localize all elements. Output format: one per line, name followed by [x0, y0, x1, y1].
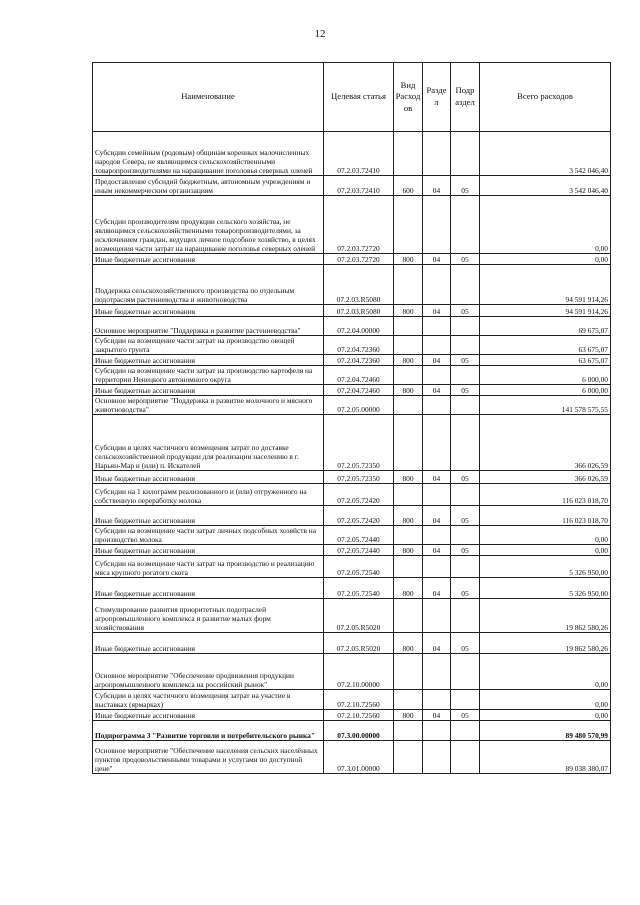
cell-vid: [394, 415, 423, 471]
cell-code: 07.2.10.72560: [324, 690, 394, 710]
cell-podr: [451, 196, 480, 254]
table-row: [93, 317, 611, 336]
cell-vid: [394, 690, 423, 710]
cell-podr: [451, 317, 480, 336]
cell-vid: [394, 336, 423, 355]
cell-razd: 04: [423, 355, 451, 366]
cell-code: 07.2.03.72410: [324, 132, 394, 176]
cell-total: 141 578 575,55: [480, 396, 611, 415]
cell-code: 07.2.04.72360: [324, 336, 394, 355]
cell-total: 5 326 950,00: [480, 556, 611, 578]
cell-name: Субсидии на возмещение части затрат на производство овощей закрытого грунта: [93, 336, 324, 355]
table-row: [93, 741, 611, 774]
cell-podr: [451, 265, 480, 305]
cell-code: 07.2.04.72360: [324, 355, 394, 366]
cell-name: Иные бюджетные ассигнования: [93, 506, 324, 526]
cell-code: 07.2.05.72440: [324, 526, 394, 545]
cell-name: Субсидии на 1 килограмм реализованного и (или) отгруженного на собственную переработку молока: [93, 484, 324, 506]
cell-razd: [423, 526, 451, 545]
cell-vid: [394, 317, 423, 336]
cell-total: 116 023 018,70: [480, 484, 611, 506]
cell-total: 0,00: [480, 654, 611, 690]
cell-razd: [423, 721, 451, 741]
header-podr: Подр аздел: [451, 63, 480, 132]
table-row: [93, 265, 611, 305]
cell-razd: 04: [423, 305, 451, 317]
cell-code: 07.2.05.72420: [324, 484, 394, 506]
cell-razd: [423, 196, 451, 254]
cell-razd: 04: [423, 633, 451, 654]
cell-name: Субсидии в целях частичного возмещения затрат на участие в выставках (ярмарках): [93, 690, 324, 710]
cell-total: 0,00: [480, 196, 611, 254]
cell-razd: [423, 654, 451, 690]
cell-vid: [394, 484, 423, 506]
table-row: [93, 654, 611, 690]
cell-podr: 05: [451, 545, 480, 556]
cell-total: 19 862 580,26: [480, 633, 611, 654]
cell-total: 0,00: [480, 254, 611, 265]
cell-total: 0,00: [480, 690, 611, 710]
table-row: [93, 578, 611, 599]
header-total: Всего расходов: [480, 63, 611, 132]
cell-total: 5 326 950,00: [480, 578, 611, 599]
cell-code: 07.2.04.72460: [324, 385, 394, 396]
cell-podr: 05: [451, 355, 480, 366]
cell-total: 94 591 914,26: [480, 305, 611, 317]
cell-total: 3 542 046,40: [480, 176, 611, 196]
cell-total: 116 023 018,70: [480, 506, 611, 526]
cell-code: 07.2.03.R5080: [324, 305, 394, 317]
cell-name: Иные бюджетные ассигнования: [93, 355, 324, 366]
cell-vid: [394, 196, 423, 254]
cell-podr: 05: [451, 305, 480, 317]
table-row: [93, 599, 611, 633]
cell-razd: [423, 336, 451, 355]
cell-podr: [451, 366, 480, 385]
cell-razd: 04: [423, 506, 451, 526]
header-razd: Разде л: [423, 63, 451, 132]
table-row: [93, 545, 611, 556]
cell-podr: [451, 599, 480, 633]
cell-name: Поддержка сельскохозяйственного производства по отдельным подотраслям растениеводства и животноводства: [93, 265, 324, 305]
table-row: [93, 396, 611, 415]
cell-vid: [394, 526, 423, 545]
cell-name: Иные бюджетные ассигнования: [93, 578, 324, 599]
cell-name: Основное мероприятие "Поддержка и развитие растениеводства": [93, 317, 324, 336]
cell-code: 07.2.10.72560: [324, 710, 394, 721]
cell-total: 0,00: [480, 526, 611, 545]
cell-podr: [451, 526, 480, 545]
cell-vid: 800: [394, 633, 423, 654]
cell-total: 366 026,59: [480, 471, 611, 484]
cell-razd: 04: [423, 176, 451, 196]
table-row: [93, 471, 611, 484]
cell-name: Иные бюджетные ассигнования: [93, 710, 324, 721]
cell-name: Подпрограмма 3 "Развитие торговли и потребительского рынка": [93, 721, 324, 741]
cell-total: 94 591 914,26: [480, 265, 611, 305]
cell-total: 63 675,07: [480, 336, 611, 355]
cell-name: Субсидии на возмещение части затрат на производство и реализацию мяса крупного рогатого скота: [93, 556, 324, 578]
cell-total: 6 000,00: [480, 366, 611, 385]
cell-razd: 04: [423, 385, 451, 396]
cell-vid: [394, 741, 423, 774]
cell-code: 07.2.05.R5020: [324, 599, 394, 633]
cell-total: 0,00: [480, 710, 611, 721]
cell-razd: 04: [423, 545, 451, 556]
table-row: [93, 484, 611, 506]
cell-vid: [394, 556, 423, 578]
table-row: [93, 556, 611, 578]
cell-total: 63 675,07: [480, 355, 611, 366]
cell-vid: 800: [394, 355, 423, 366]
cell-name: Основное мероприятие "Обеспечение населения сельских населённых пунктов продовольственными товарами и услугами по доступной цене": [93, 741, 324, 774]
cell-code: 07.2.05.72420: [324, 506, 394, 526]
cell-name: Субсидии производителям продукции сельского хозяйства, не являющимся сельскохозяйственными товаропроизводителями, за исключением граждан, ведущих личное подсобное хозяйство, в целях возмещения части затрат на наращивание поголовья северных оленей: [93, 196, 324, 254]
table-row: [93, 196, 611, 254]
budget-table: [92, 62, 611, 774]
table-row: [93, 690, 611, 710]
cell-podr: [451, 396, 480, 415]
cell-razd: [423, 366, 451, 385]
cell-code: 07.2.10.00000: [324, 654, 394, 690]
cell-code: 07.2.05.72540: [324, 556, 394, 578]
cell-total: 19 862 580,26: [480, 599, 611, 633]
cell-vid: [394, 654, 423, 690]
table-row: [93, 710, 611, 721]
cell-code: 07.2.05.72440: [324, 545, 394, 556]
cell-total: 366 026,59: [480, 415, 611, 471]
cell-vid: [394, 132, 423, 176]
cell-podr: [451, 132, 480, 176]
page-number: 12: [314, 28, 326, 40]
cell-total: 69 675,07: [480, 317, 611, 336]
table-row: [93, 385, 611, 396]
cell-razd: 04: [423, 578, 451, 599]
table-row: [93, 526, 611, 545]
cell-name: Иные бюджетные ассигнования: [93, 633, 324, 654]
cell-razd: 04: [423, 254, 451, 265]
cell-podr: 05: [451, 176, 480, 196]
cell-code: 07.2.03.R5080: [324, 265, 394, 305]
table-row: [93, 415, 611, 471]
table-row: [93, 633, 611, 654]
cell-code: 07.2.04.72460: [324, 366, 394, 385]
cell-name: Субсидии семейным (родовым) общинам коренных малочисленных народов Севера, не являющимся сельскохозяйственными товаропроизводителями на наращивание поголовья северных оленей: [93, 132, 324, 176]
cell-podr: 05: [451, 385, 480, 396]
cell-podr: [451, 336, 480, 355]
cell-code: 07.2.03.72720: [324, 254, 394, 265]
cell-podr: [451, 690, 480, 710]
cell-vid: 800: [394, 578, 423, 599]
cell-name: Иные бюджетные ассигнования: [93, 385, 324, 396]
cell-total: 6 000,00: [480, 385, 611, 396]
cell-podr: [451, 556, 480, 578]
table-row: [93, 336, 611, 355]
header-name: Наименование: [93, 63, 324, 132]
cell-vid: 800: [394, 545, 423, 556]
cell-razd: [423, 132, 451, 176]
cell-name: Иные бюджетные ассигнования: [93, 254, 324, 265]
cell-razd: 04: [423, 471, 451, 484]
cell-razd: [423, 599, 451, 633]
cell-name: Субсидии на возмещение части затрат на производство картофеля на территории Ненецкого автономного округа: [93, 366, 324, 385]
cell-code: 07.2.05.72350: [324, 471, 394, 484]
table-row: [93, 132, 611, 176]
cell-razd: [423, 415, 451, 471]
cell-name: Иные бюджетные ассигнования: [93, 471, 324, 484]
cell-podr: 05: [451, 710, 480, 721]
table-header-row: [93, 63, 611, 132]
cell-code: 07.3.01.00000: [324, 741, 394, 774]
table-row: [93, 254, 611, 265]
header-vid: Вид Расход ов: [394, 63, 423, 132]
table-body: [93, 132, 611, 774]
cell-podr: [451, 484, 480, 506]
cell-code: 07.2.03.72720: [324, 196, 394, 254]
cell-podr: [451, 654, 480, 690]
header-code: Целевая статья: [324, 63, 394, 132]
cell-total: 89 038 380,07: [480, 741, 611, 774]
cell-total: 3 542 046,40: [480, 132, 611, 176]
cell-total: 0,00: [480, 545, 611, 556]
cell-podr: 05: [451, 254, 480, 265]
cell-code: 07.2.03.72410: [324, 176, 394, 196]
cell-vid: [394, 265, 423, 305]
table-row: [93, 721, 611, 741]
cell-vid: 600: [394, 176, 423, 196]
cell-podr: 05: [451, 506, 480, 526]
cell-razd: [423, 265, 451, 305]
cell-podr: [451, 741, 480, 774]
cell-razd: [423, 556, 451, 578]
cell-vid: 800: [394, 471, 423, 484]
table-row: [93, 366, 611, 385]
cell-name: Иные бюджетные ассигнования: [93, 545, 324, 556]
cell-vid: [394, 366, 423, 385]
cell-name: Субсидии на возмещение части затрат личных подсобных хозяйств на производство молока: [93, 526, 324, 545]
cell-code: 07.2.05.00000: [324, 396, 394, 415]
table-row: [93, 355, 611, 366]
cell-vid: 800: [394, 305, 423, 317]
cell-vid: [394, 599, 423, 633]
cell-razd: [423, 484, 451, 506]
cell-podr: [451, 721, 480, 741]
cell-razd: [423, 690, 451, 710]
cell-name: Основное мероприятие "Поддержка и развитие молочного и мясного животноводства": [93, 396, 324, 415]
cell-name: Предоставление субсидий бюджетным, автономным учреждениям и иным некоммерческим организациям: [93, 176, 324, 196]
cell-name: Иные бюджетные ассигнования: [93, 305, 324, 317]
cell-podr: 05: [451, 471, 480, 484]
cell-name: Стимулирование развития приоритетных подотраслей агропромышленного комплекса и развитие малых форм хозяйствования: [93, 599, 324, 633]
cell-code: 07.2.05.R5020: [324, 633, 394, 654]
cell-podr: [451, 415, 480, 471]
cell-code: 07.3.00.00000: [324, 721, 394, 741]
cell-podr: 05: [451, 633, 480, 654]
cell-name: Основное мероприятие "Обеспечение продвижения продукции агропромышленного комплекса на российский рынок": [93, 654, 324, 690]
cell-razd: [423, 317, 451, 336]
table-row: [93, 176, 611, 196]
cell-podr: 05: [451, 578, 480, 599]
cell-vid: 800: [394, 385, 423, 396]
cell-vid: 800: [394, 506, 423, 526]
table-row: [93, 506, 611, 526]
cell-code: 07.2.05.72540: [324, 578, 394, 599]
cell-razd: 04: [423, 710, 451, 721]
cell-vid: 800: [394, 254, 423, 265]
cell-razd: [423, 396, 451, 415]
cell-vid: [394, 396, 423, 415]
cell-total: 89 480 570,99: [480, 721, 611, 741]
cell-name: Субсидии в целях частичного возмещения затрат по доставке сельскохозяйственной продукции для реализации населению в г. Нарьян-Мар и (или) п. Искателей: [93, 415, 324, 471]
cell-razd: [423, 741, 451, 774]
cell-vid: 800: [394, 710, 423, 721]
cell-code: 07.2.04.00000: [324, 317, 394, 336]
cell-vid: [394, 721, 423, 741]
cell-code: 07.2.05.72350: [324, 415, 394, 471]
table-row: [93, 305, 611, 317]
